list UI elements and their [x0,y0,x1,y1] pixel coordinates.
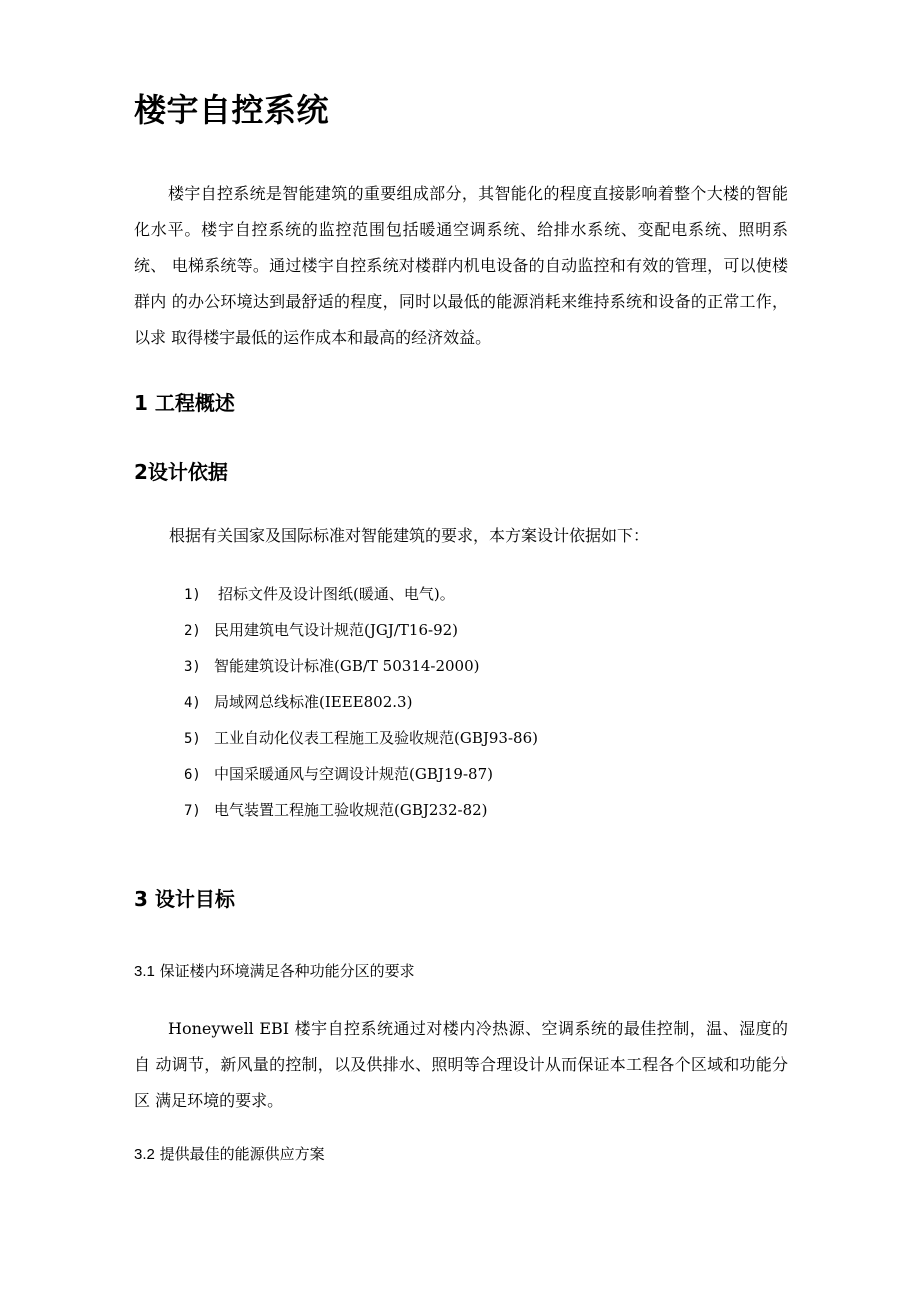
list-item [184,760,538,796]
list-item-text: 工业自动化仪表工程施工及验收规范(GBJ93-86) [214,729,538,747]
subsection-3-2-heading [134,1142,325,1167]
list-item [184,652,538,688]
list-marker: 2) [184,623,201,639]
list-item-text: 电气装置工程施工验收规范(GBJ232-82) [214,801,488,819]
list-item-text: 招标文件及设计图纸(暖通、电气)。 [218,585,455,603]
subsection-title: 保证楼内环境满足各种功能分区的要求 [159,962,415,980]
list-item-text: 中国采暖通风与空调设计规范(GBJ19-87) [214,765,493,783]
list-item [184,580,538,616]
list-marker: 1) [184,587,201,603]
list-marker: 3) [184,659,201,675]
list-item [184,616,538,652]
list-marker: 4) [184,695,201,711]
reference-list [184,580,538,832]
list-item-text: 民用建筑电气设计规范(JGJ/T16-92) [214,621,459,639]
list-item-text: 智能建筑设计标准(GB/T 50314-2000) [214,657,480,675]
section-2-heading: 2设计依据 [134,460,228,484]
list-marker: 6) [184,767,201,783]
page-title: 楼宇自控系统 [134,91,330,129]
list-item [184,688,538,724]
section-1-heading: 1 工程概述 [134,391,235,415]
list-item-text: 局域网总线标准(IEEE802.3) [214,693,413,711]
subsection-number: 3.2 [134,1146,155,1163]
subsection-3-1-body: Honeywell EBI 楼宇自控系统通过对楼内冷热源、空调系统的最佳控制，温、湿度的自 动调节，新风量的控制，以及供排水、照明等合理设计从而保证本工程各个区域和功能分区 满足环境的要求。 [134,1019,788,1110]
subsection-3-1-heading [134,959,415,984]
list-item [184,724,538,760]
design-basis-lead: 根据有关国家及国际标准对智能建筑的要求，本方案设计依据如下： [169,526,650,545]
intro-paragraph: 楼宇自控系统是智能建筑的重要组成部分，其智能化的程度直接影响着整个大楼的智能 化水平。楼宇自控系统的监控范围包括暖通空调系统、给排水系统、变配电系统、照明系统、 电梯系统等。通过楼宇自控系统对楼群内机电设备的自动监控和有效的管理，可以使楼群内 的办公环境达到最舒适的程度，同时以最低的能源消耗来维持系统和设备的正常工作，以求 取得楼宇最低的运作成本和最高的经济效益。 [134,184,788,347]
list-item [184,796,538,832]
list-marker: 5) [184,731,201,747]
subsection-number: 3.1 [134,963,155,980]
subsection-title: 提供最佳的能源供应方案 [159,1145,325,1163]
list-marker: 7) [184,803,201,819]
section-3-heading: 3 设计目标 [134,887,235,911]
